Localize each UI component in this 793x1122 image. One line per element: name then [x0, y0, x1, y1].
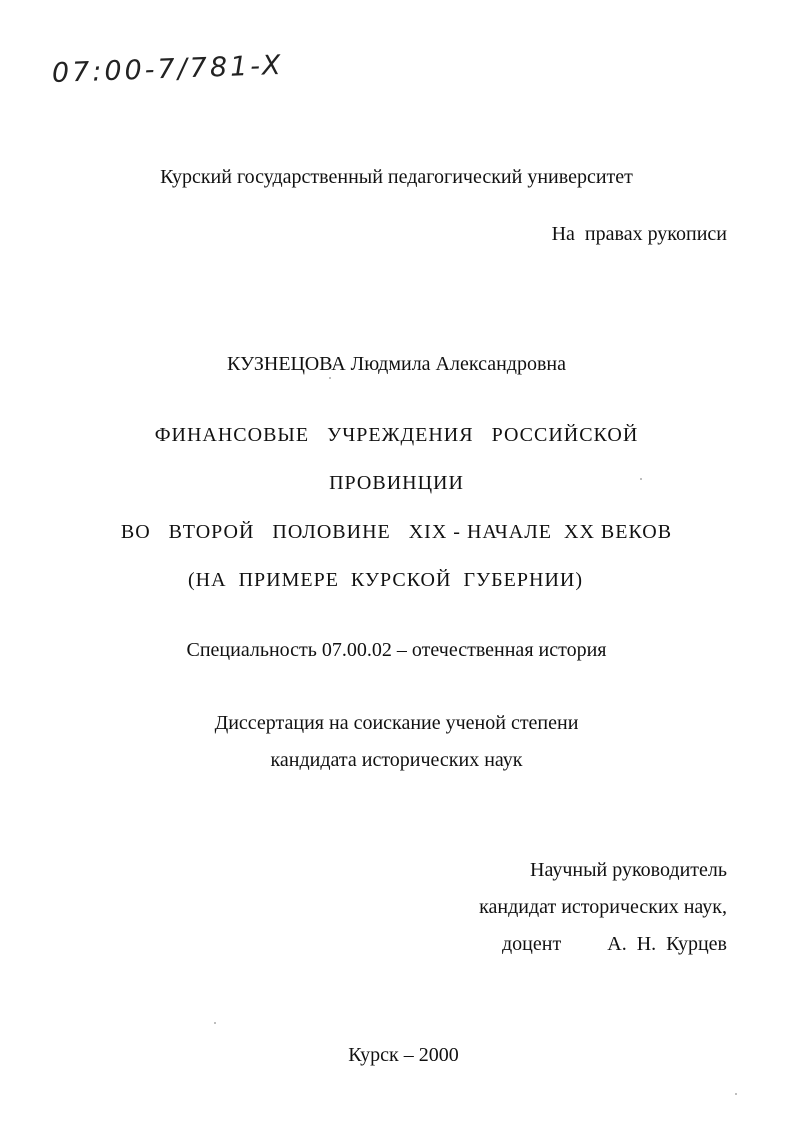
- dissertation-line-1: Диссертация на соискание ученой степени: [214, 712, 579, 734]
- title-line-1: ФИНАНСОВЫЕ УЧРЕЖДЕНИЯ РОССИЙСКОЙ: [154, 424, 639, 446]
- institution-name: Курский государственный педагогический университет: [160, 166, 633, 188]
- rights-note: На правах рукописи: [551, 223, 727, 245]
- specialty: Специальность 07.00.02 – отечественная история: [186, 639, 607, 661]
- supervisor-rank: доцент: [502, 933, 562, 955]
- title-line-4: (НА ПРИМЕРЕ КУРСКОЙ ГУБЕРНИИ): [188, 569, 583, 591]
- dissertation-line-2: кандидата исторических наук: [270, 749, 523, 771]
- supervisor-degree: кандидат исторических наук,: [479, 896, 727, 918]
- scan-speck: [640, 478, 642, 480]
- title-line-2: ПРОВИНЦИИ: [329, 472, 464, 494]
- handwritten-archive-mark: 07:00-7/781-X: [51, 49, 285, 89]
- scan-speck: [329, 377, 331, 379]
- supervisor-label: Научный руководитель: [530, 859, 727, 881]
- scan-speck: [735, 1093, 737, 1095]
- title-line-3: ВО ВТОРОЙ ПОЛОВИНЕ XIX - НАЧАЛЕ XX ВЕКОВ: [120, 521, 673, 543]
- place-year: Курск – 2000: [348, 1044, 459, 1066]
- scan-speck: [214, 1022, 216, 1024]
- supervisor-name: А. Н. Курцев: [607, 933, 727, 955]
- author-name: КУЗНЕЦОВА Людмила Александровна: [227, 353, 566, 375]
